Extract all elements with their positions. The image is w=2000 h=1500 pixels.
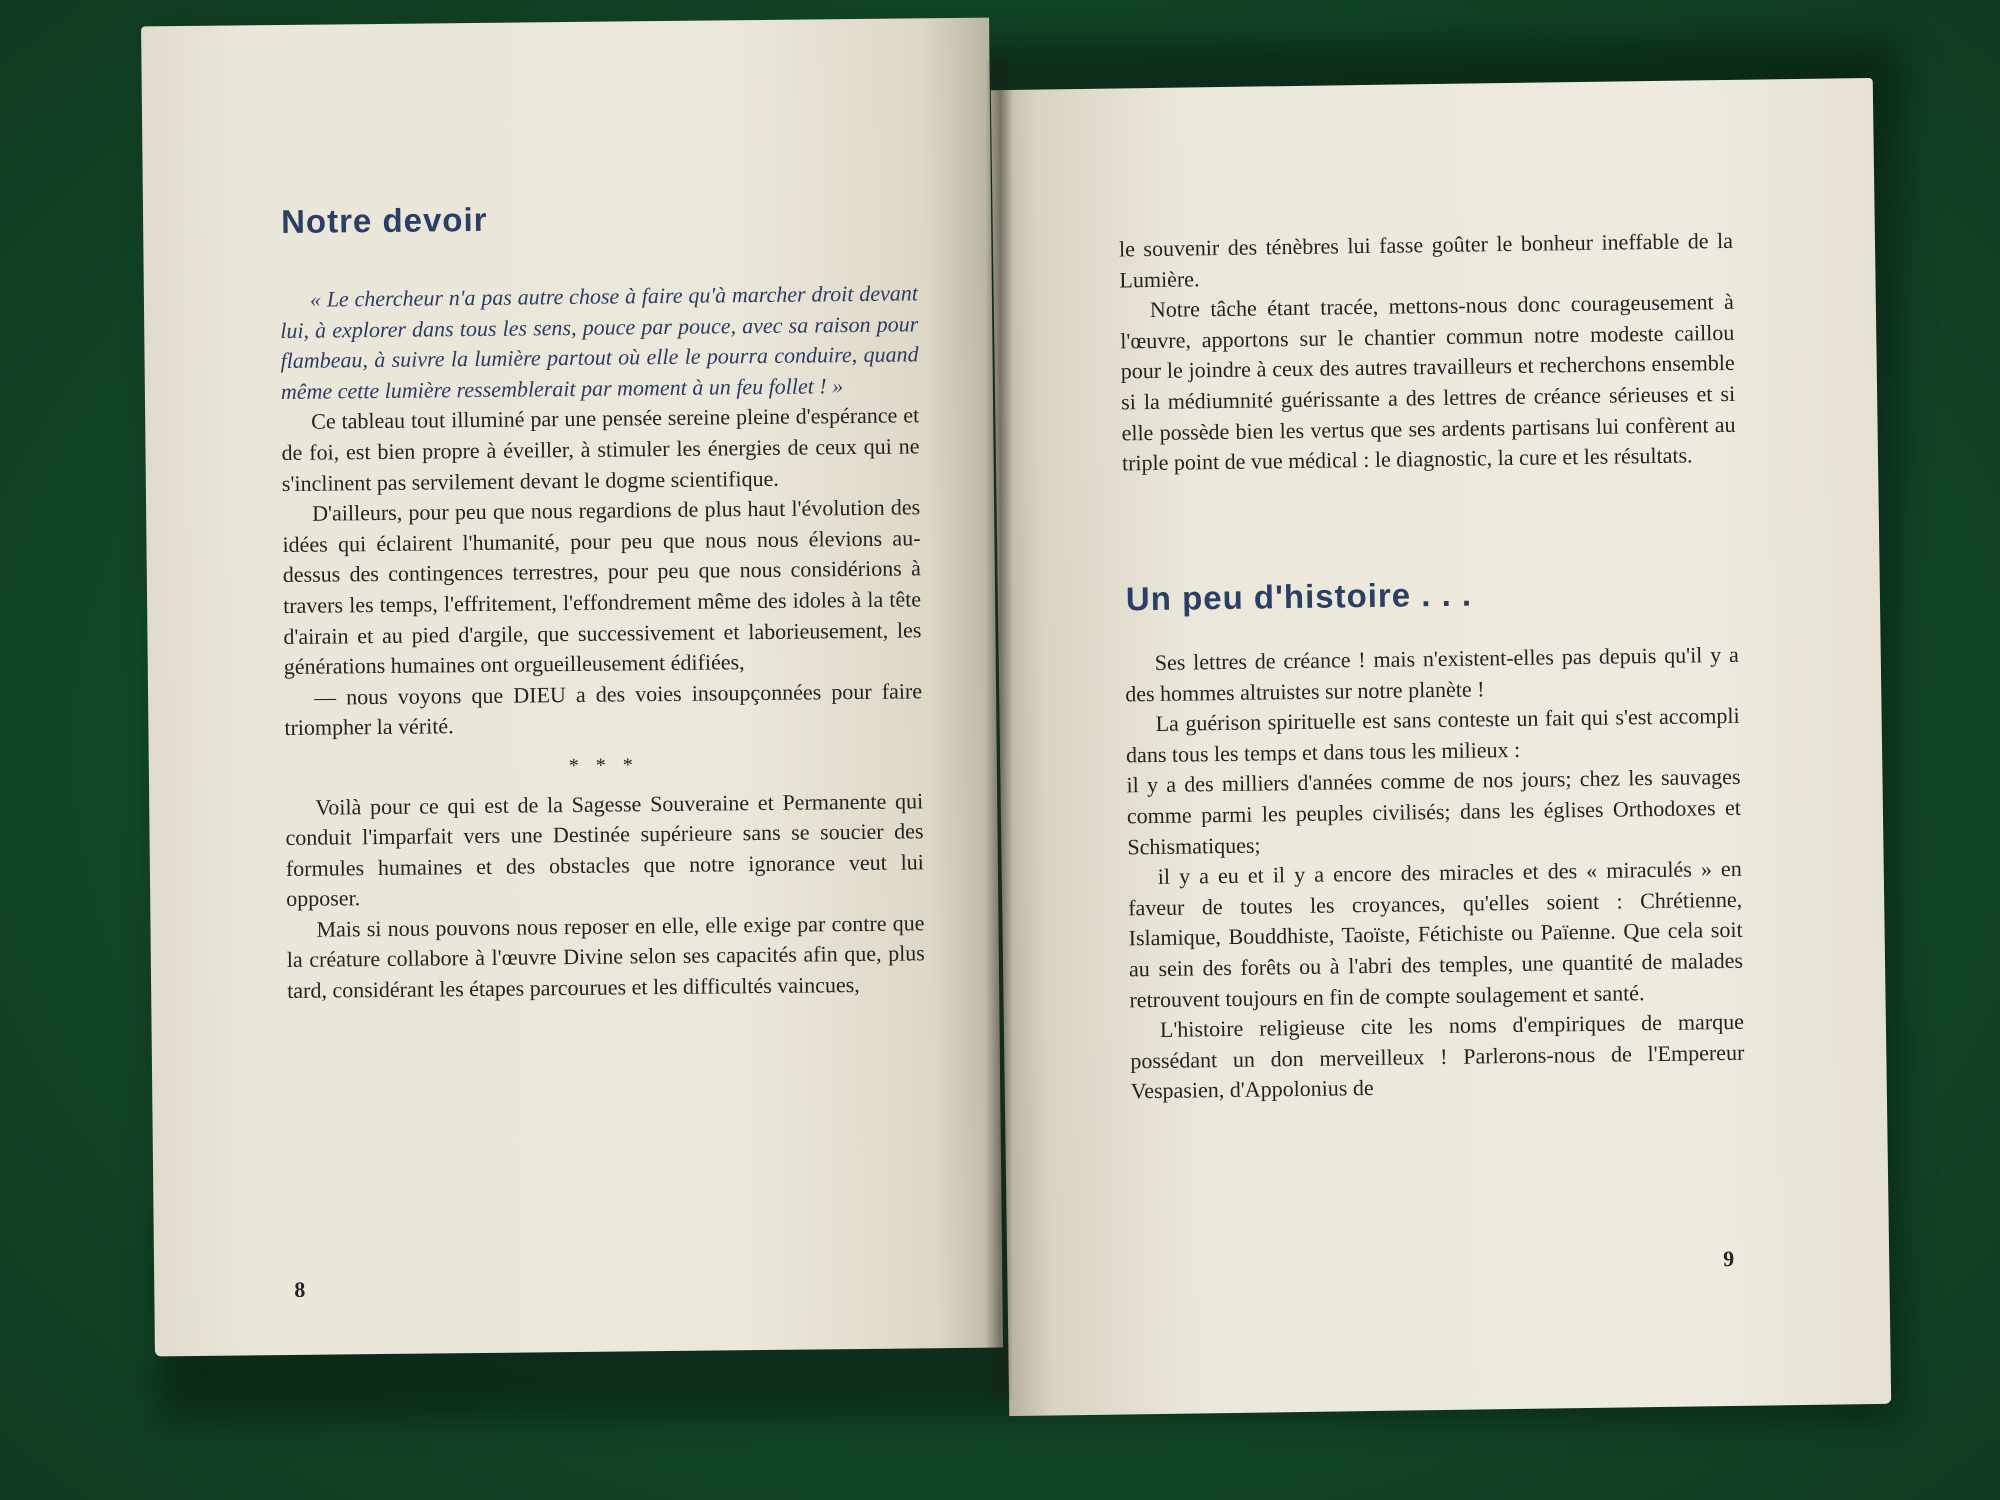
paragraph: il y a des milliers d'années comme de nos jours; chez les sauvages comme parmi les peuples civilisés; dans les églises Orthodoxes et Schismatiques; xyxy=(1126,764,1742,859)
left-page-heading: Notre devoir xyxy=(280,200,488,241)
left-page-number: 8 xyxy=(294,1276,306,1302)
paragraph: L'histoire religieuse cite les noms d'empiriques de marque possédant un don merveilleux ! Parlerons-nous de l'Empereur Vespasien, d'Appolonius de xyxy=(1130,1008,1745,1104)
right-page xyxy=(991,78,1891,1416)
paragraph: Ses lettres de créance ! mais n'existent-elles pas depuis qu'il y a des hommes altruistes sur notre planète ! xyxy=(1125,641,1739,706)
left-page xyxy=(141,18,1003,1357)
paragraph: La guérison spirituelle est sans conteste un fait qui s'est accompli dans tous les temps et dans tous les milieux : xyxy=(1125,703,1740,768)
section-separator: * * * xyxy=(568,754,639,777)
right-page-top-body xyxy=(1119,226,1736,479)
right-page-number: 9 xyxy=(1722,1245,1735,1272)
right-page-body xyxy=(1125,640,1745,1107)
paragraph: il y a eu et il y a encore des miracles et des « miraculés » en faveur de toutes les croyances, qu'elles soient : Chrétienne, Islamique, Bouddhiste, Taoïste, Fétichiste ou Païenne. Que cela soit au sein des forêts ou à l'abri des temples, une quantité de malades retrouvent toujours en fin de compte soulagement et santé. xyxy=(1128,855,1744,1012)
opening-quote: « Le chercheur n'a pas autre chose à faire qu'à marcher droit devant lui, à explorer dans tous les sens, pouce par pouce, avec sa raison pour flambeau, à suivre la lumière partout où elle le pourra conduire, quand même cette lumière ressemblerait par moment à un feu follet ! » xyxy=(280,280,919,404)
paragraph: le souvenir des ténèbres lui fasse goûter le bonheur ineffable de la Lumière. xyxy=(1118,227,1734,293)
paragraph: Voilà pour ce qui est de la Sagesse Souveraine et Permanente qui conduit l'imparfait vers une Destinée supérieure sans se soucier des formules humaines et des obstacles que notre ignorance veut lui opposer. xyxy=(285,787,924,912)
paragraph: Ce tableau tout illuminé par une pensée sereine pleine d'espérance et de foi, est bien propre à éveiller, à stimuler les énergies de ceux qui ne s'inclinent pas servilement devant le dogme scientifique. xyxy=(281,402,920,496)
paragraph: — nous voyons que DIEU a des voies insoupçonnées pour faire triompher la vérité. xyxy=(284,678,923,741)
book-gutter xyxy=(985,60,1013,1400)
left-page-body xyxy=(280,278,926,1006)
paragraph: D'ailleurs, pour peu que nous regardions de plus haut l'évolution des idées qui éclairent l'humanité, pour peu que nous nous élevions au-dessus des contingences terrestres, pour peu que nous considérions à travers les temps, l'effritement, l'effondrement même des idoles à la tête d'airain et au pied d'argile, que successivement et laborieusement, les générations humaines ont orgueilleusement édifiées, xyxy=(282,494,922,680)
paragraph: Mais si nous pouvons nous reposer en elle, elle exige par contre que la créature collabore à l'œuvre Divine selon ses capacités afin que, plus tard, considérant les étapes parcourues et les difficultés vaincues, xyxy=(286,910,925,1004)
right-page-heading: Un peu d'histoire . . . xyxy=(1125,575,1473,618)
paragraph: Notre tâche étant tracée, mettons-nous donc courageusement à l'œuvre, apportons sur le chantier commun notre modeste caillou pour le joindre à ceux des autres travailleurs et recherchons ensemble si la médiumnité guérissante a des lettres de créance sérieuses et si elle possède bien les vertus que ses ardents partisans lui confèrent au triple point de vue médical : le diagnostic, la cure et les résultats. xyxy=(1120,289,1736,476)
